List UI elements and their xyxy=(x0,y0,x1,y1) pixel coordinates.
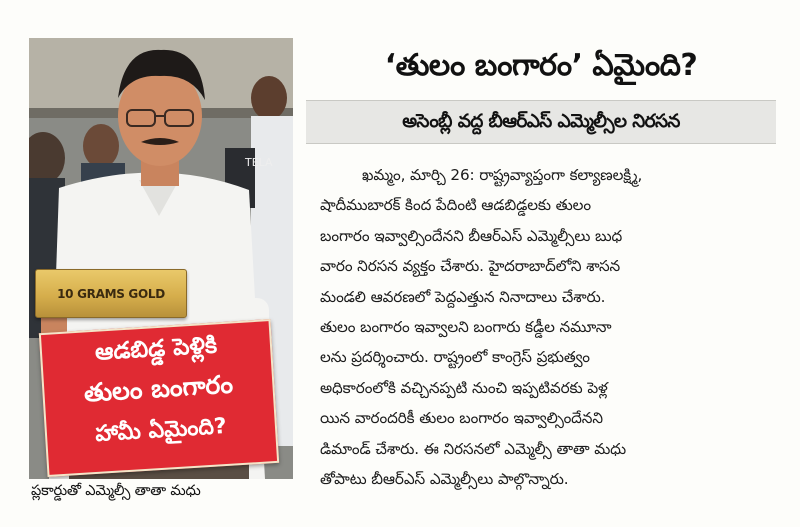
subheadline: అసెంబ్లీ వద్ద బీఆర్‌ఎస్ ఎమ్మెల్సీల నిరసన xyxy=(402,111,680,132)
headline: ‘తులం బంగారం’ ఏమైంది? xyxy=(384,48,698,83)
gold-bar-prop xyxy=(35,269,187,318)
body-line: యిన వారందరికీ తులం బంగారం ఇవ్వాల్సిందేనని xyxy=(320,409,603,428)
body-line: షాదీముబారక్ కింద పేదింటి ఆడబిడ్డలకు తులం xyxy=(320,196,592,215)
placard-line-2: తులం బంగారం xyxy=(83,369,234,408)
body-line: డిమాండ్ చేశారు. ఈ నిరసనలో ఎమ్మెల్సీ తాతా మధు xyxy=(320,439,627,458)
body-line: వారం నిరసన వ్యక్తం చేశారు. హైదరాబాద్‌లోని శాసన xyxy=(320,257,621,276)
body-line: అధికారంలోకి వచ్చినప్పటి నుంచి ఇప్పటివరకు పెళ్ల xyxy=(320,378,608,397)
body-line: తోపాటు బీఆర్‌ఎస్ ఎమ్మెల్సీలు పాల్గొన్నారు. xyxy=(320,469,569,488)
body-line: బంగారం ఇవ్వాల్సిందేనని బీఆర్‌ఎస్ ఎమ్మెల్సీలు బుధ xyxy=(320,226,623,245)
body-line: లను ప్రదర్శించారు. రాష్ట్రంలో కాంగ్రెస్ ప్రభుత్వం xyxy=(320,348,590,367)
body-line: తులం బంగారం ఇవ్వాలని బంగారు కడ్డీల నమూనా xyxy=(320,317,612,336)
news-photo xyxy=(29,38,293,479)
subheadline-band xyxy=(306,100,776,144)
body-line: ఖమ్మం, మార్చి 26: రాష్ట్రవ్యాప్తంగా కల్యాణలక్ష్మి, xyxy=(362,166,643,184)
placard-line-1: ఆడబిడ్డ పెళ్లికి xyxy=(94,332,218,366)
protest-placard xyxy=(39,319,279,477)
gold-bar-label: 10 GRAMS GOLD xyxy=(57,286,165,301)
article-body xyxy=(320,160,780,494)
placard-line-3: హామీ ఏమైంది? xyxy=(94,413,228,447)
photo-caption: ప్లకార్డుతో ఎమ్మెల్సీ తాతా మధు xyxy=(31,483,201,499)
body-line: మండలి ఆవరణలో పెద్దఎత్తున నినాదాలు చేశారు. xyxy=(320,287,606,306)
background-sign-text: TELA xyxy=(245,156,273,169)
